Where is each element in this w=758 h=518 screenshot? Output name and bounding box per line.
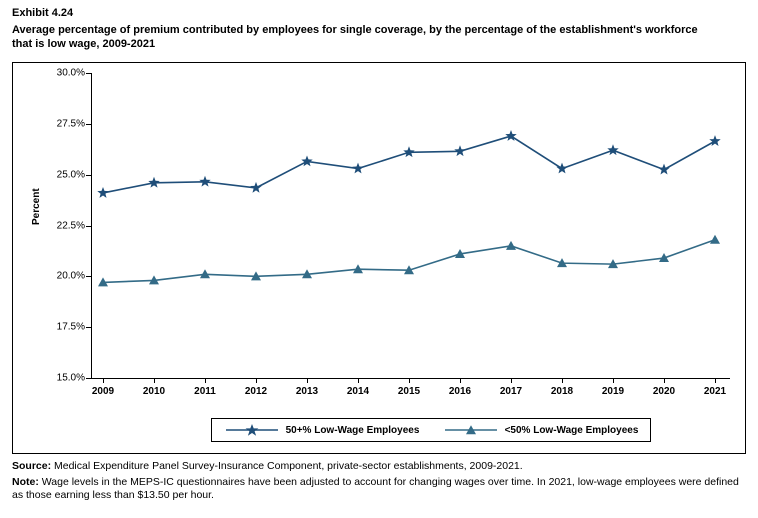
x-tick-mark xyxy=(358,378,359,383)
x-tick-label: 2009 xyxy=(91,386,115,397)
data-point-marker xyxy=(658,164,669,175)
series-line xyxy=(103,240,715,283)
data-point-marker xyxy=(199,176,210,187)
x-tick-mark xyxy=(205,378,206,383)
legend-swatch-star xyxy=(224,423,280,437)
x-tick-label: 2013 xyxy=(295,386,319,397)
x-tick-mark xyxy=(715,378,716,383)
chart-frame xyxy=(12,62,746,454)
x-tick-mark xyxy=(307,378,308,383)
exhibit-title-line1: Average percentage of premium contributed by employees for single coverage, by the percentage of the xyxy=(12,24,557,36)
data-point-marker xyxy=(301,155,312,166)
legend-entry-under50 xyxy=(443,423,639,437)
plot-area xyxy=(56,67,729,397)
x-tick-label: 2010 xyxy=(142,386,166,397)
x-tick-mark xyxy=(460,378,461,383)
x-tick-mark xyxy=(613,378,614,383)
x-tick-mark xyxy=(256,378,257,383)
x-tick-label: 2018 xyxy=(550,386,574,397)
x-tick-label: 2020 xyxy=(652,386,676,397)
y-tick-label: 30.0% xyxy=(56,67,85,79)
x-tick-mark xyxy=(562,378,563,383)
y-tick-mark xyxy=(86,378,91,379)
y-tick-label: 15.0% xyxy=(56,372,85,384)
note-label: Note: xyxy=(12,475,39,488)
x-tick-label: 2016 xyxy=(448,386,472,397)
data-point-marker xyxy=(250,182,261,193)
data-point-marker xyxy=(97,187,108,198)
note-line xyxy=(12,476,746,503)
legend-label-50plus: 50+% Low-Wage Employees xyxy=(285,424,420,436)
x-tick-label: 2017 xyxy=(499,386,523,397)
exhibit-title xyxy=(12,23,712,51)
y-tick-label: 25.0% xyxy=(56,169,85,181)
data-point-marker xyxy=(454,145,465,156)
x-tick-mark xyxy=(103,378,104,383)
series-layer xyxy=(91,73,729,378)
x-tick-mark xyxy=(409,378,410,383)
data-point-marker xyxy=(556,163,567,174)
y-axis-title: Percent xyxy=(31,188,42,225)
legend-swatch-triangle xyxy=(443,423,499,437)
y-tick-label: 27.5% xyxy=(56,118,85,130)
source-text: Medical Expenditure Panel Survey-Insurance Component, private-sector establishments, 2009-2021. xyxy=(51,460,523,472)
footnotes xyxy=(12,460,746,503)
legend-entry-50plus xyxy=(224,423,420,437)
chart-legend xyxy=(211,418,651,442)
x-tick-label: 2021 xyxy=(703,386,727,397)
exhibit-title-line2: establishment's workforce that is low wage, 2009-2021 xyxy=(12,24,698,50)
x-tick-mark xyxy=(154,378,155,383)
data-point-marker xyxy=(710,235,720,244)
x-tick-mark xyxy=(664,378,665,383)
series-line xyxy=(103,136,715,193)
y-tick-label: 22.5% xyxy=(56,220,85,231)
data-point-marker xyxy=(506,241,516,250)
x-tick-label: 2019 xyxy=(601,386,625,397)
data-point-marker xyxy=(709,135,720,146)
x-tick-label: 2012 xyxy=(244,386,268,397)
data-point-marker xyxy=(148,177,159,188)
y-tick-label: 17.5% xyxy=(56,321,85,333)
legend-label-under50: <50% Low-Wage Employees xyxy=(504,424,639,436)
note-text: Wage levels in the MEPS-IC questionnaires have been adjusted to account for changing wages over time. In 2021, low-wage employees were defined as those earning less than $13.50 per hour. xyxy=(12,475,739,501)
x-tick-label: 2014 xyxy=(346,386,370,397)
source-line xyxy=(12,460,746,474)
y-tick-label: 20.0% xyxy=(56,270,85,282)
x-tick-label: 2015 xyxy=(397,386,421,397)
data-point-marker xyxy=(607,144,618,155)
x-tick-mark xyxy=(511,378,512,383)
data-point-marker xyxy=(352,163,363,174)
exhibit-number: Exhibit 4.24 xyxy=(12,7,74,19)
data-point-marker xyxy=(403,146,414,157)
title-block xyxy=(12,6,712,51)
x-axis-line xyxy=(91,378,730,379)
x-tick-label: 2011 xyxy=(194,386,216,397)
source-label: Source: xyxy=(12,460,52,472)
